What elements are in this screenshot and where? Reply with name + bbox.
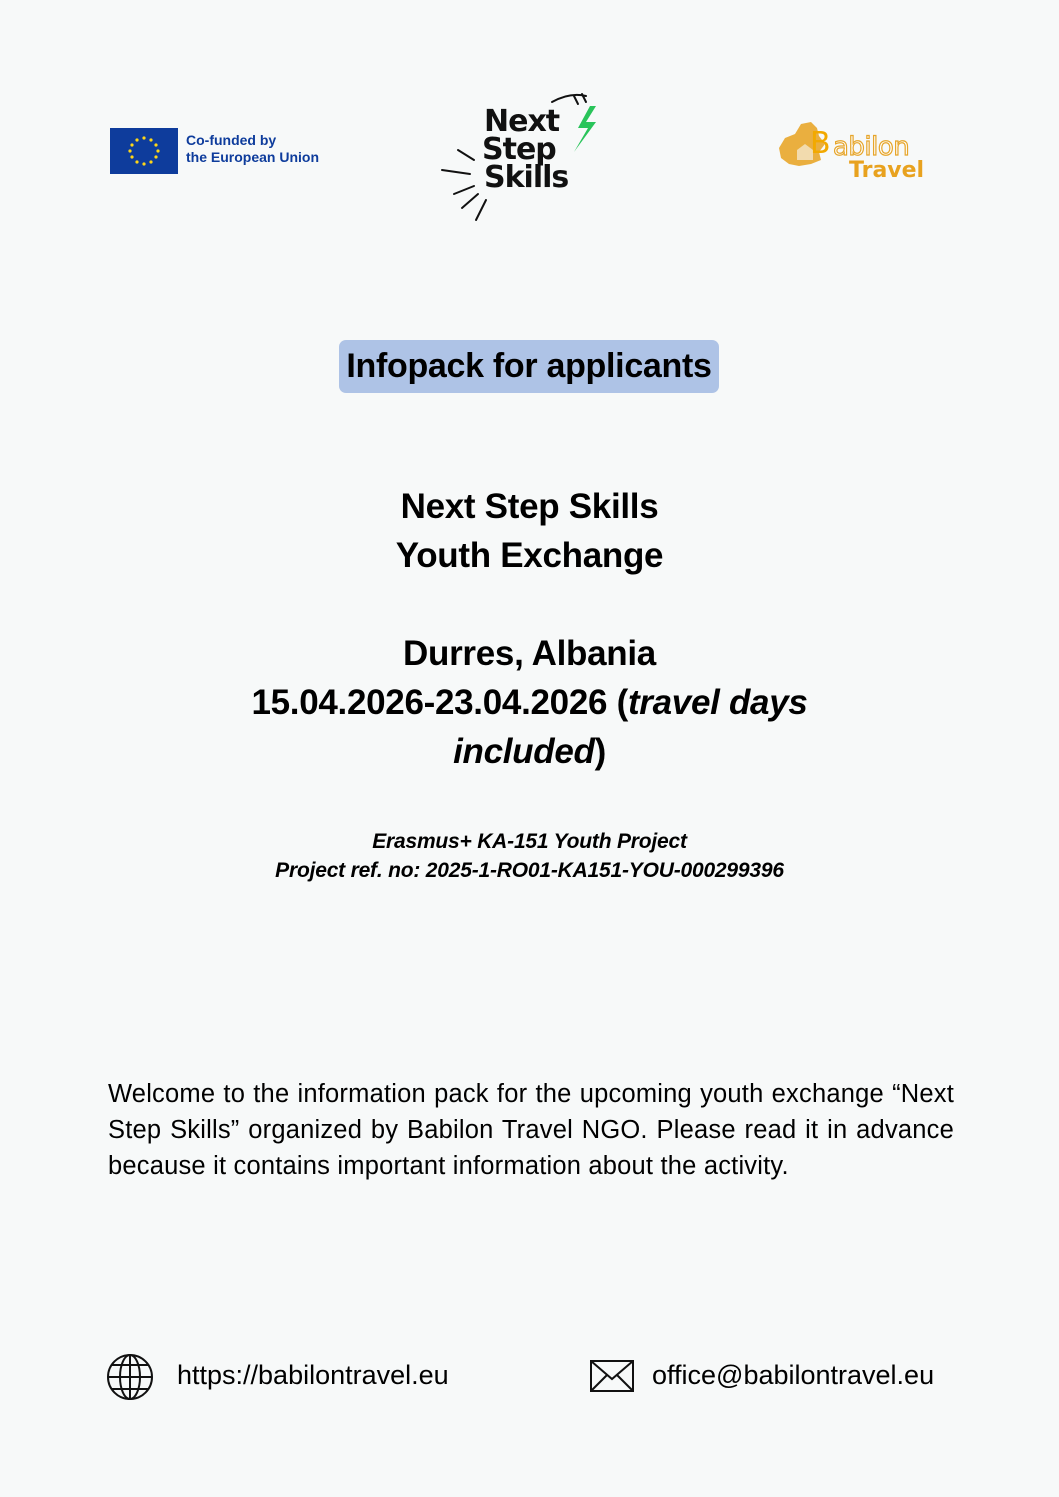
- eu-flag-icon: [110, 128, 178, 174]
- lightning-bolt-icon: [574, 106, 596, 152]
- website-link[interactable]: https://babilontravel.eu: [177, 1360, 449, 1390]
- babilon-travel-logo: [775, 120, 925, 185]
- program-label: Erasmus+ KA-151 Youth Project: [372, 830, 687, 853]
- babilon-letter-b: B: [810, 126, 831, 161]
- dates-close-paren: ): [594, 732, 606, 771]
- email-link[interactable]: office@babilontravel.eu: [652, 1360, 935, 1390]
- next-step-skills-logo: [440, 90, 610, 225]
- project-dates-line: [0, 681, 1059, 725]
- project-title-line2: Youth Exchange: [395, 536, 664, 575]
- infopack-title-badge: Infopack for applicants: [339, 340, 719, 393]
- babilon-travel-word: Travel: [849, 158, 925, 183]
- globe-icon: [106, 1353, 154, 1401]
- envelope-icon: [589, 1358, 635, 1394]
- logo-word-skills: Skills: [484, 160, 569, 195]
- project-dates: 15.04.2026-23.04.2026 (: [251, 683, 628, 722]
- eu-text-line1: Co-funded by: [186, 132, 277, 148]
- eu-text-line2: the European Union: [186, 149, 319, 165]
- logo-word-next: Next: [484, 104, 560, 139]
- eu-cofunded-logo: [110, 128, 350, 176]
- dates-note-part1: travel days: [627, 683, 808, 722]
- project-ref: Project ref. no: 2025-1-RO01-KA151-YOU-000299396: [275, 859, 784, 882]
- project-location: Durres, Albania: [403, 634, 656, 673]
- dates-note-part2: included: [453, 732, 595, 771]
- babilon-word: abilon: [833, 132, 910, 162]
- project-dates-line2: [0, 730, 1059, 774]
- logo-word-step: Step: [482, 132, 556, 167]
- welcome-paragraph: Welcome to the information pack for the upcoming youth exchange “Next Step Skills” organized by Babilon Travel NGO. Please read it in advance because it contains important information about the activity.: [108, 1080, 954, 1180]
- project-title-line1: Next Step Skills: [400, 487, 659, 526]
